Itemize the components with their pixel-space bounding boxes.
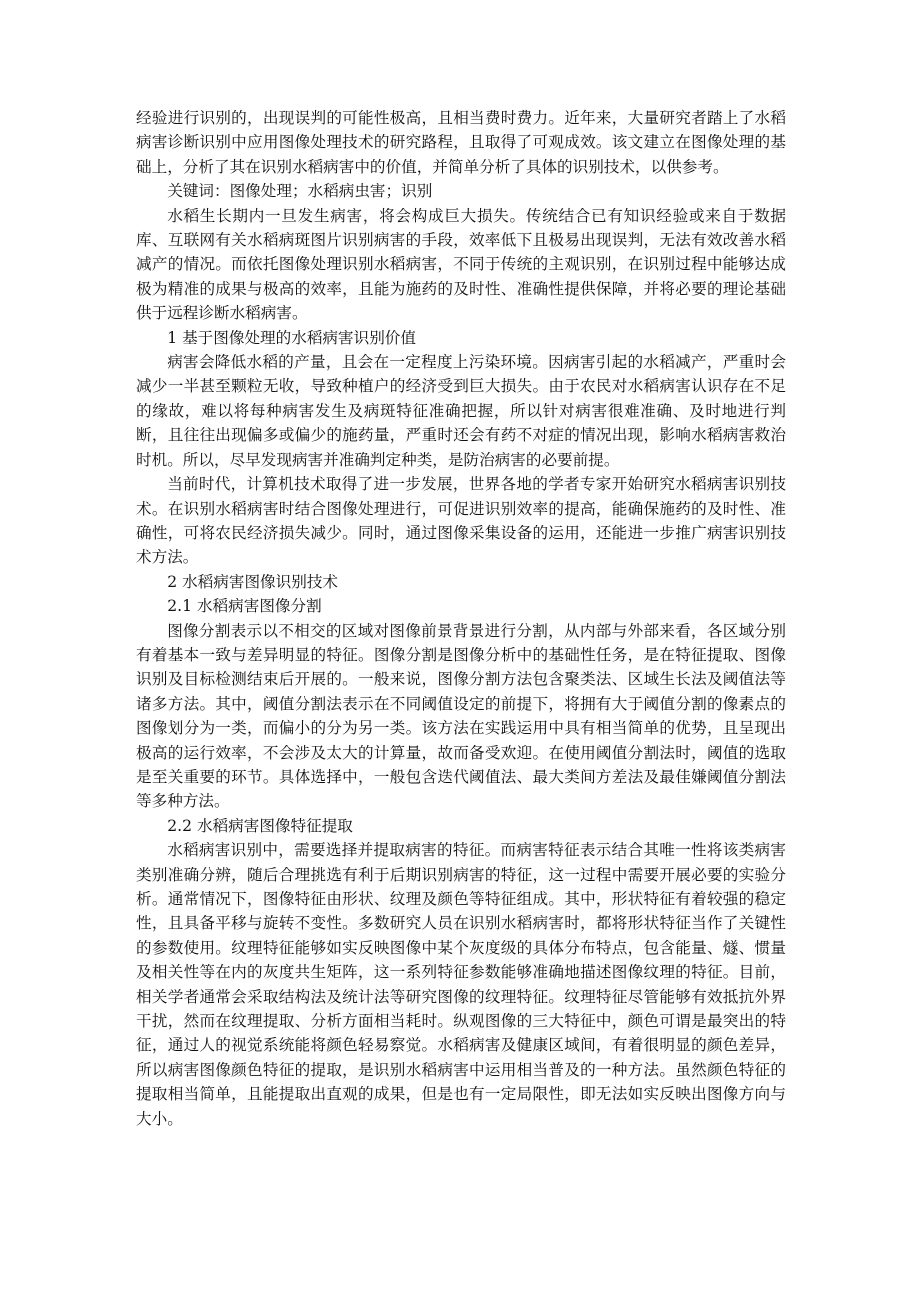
intro-paragraph: 经验进行识别的，出现误判的可能性极高，且相当费时费力。近年来，大量研究者踏上了水稻病害诊断识别中应用图像处理技术的研究路程，且取得了可观成效。该文建立在图像处理的基础上，分析了其在识别水稻病害中的价值，并简单分析了具体的识别技术，以供参考。 (136, 109, 786, 176)
document-page (136, 106, 786, 1131)
keywords-line: 关键词：图像处理；水稻病虫害；识别 (167, 182, 433, 201)
body-paragraph: 当前时代，计算机技术取得了进一步发展，世界各地的学者专家开始研究水稻病害识别技术。在识别水稻病害时结合图像处理进行，可促进识别效率的提高，能确保施药的及时性、准确性，可将农民经济损失减少。同时，通过图像采集设备的运用，还能进一步推广病害识别技术方法。 (136, 475, 786, 567)
body-paragraph: 病害会降低水稻的产量，且会在一定程度上污染环境。因病害引起的水稻减产，严重时会减少一半甚至颗粒无收，导致种植户的经济受到巨大损失。由于农民对水稻病害认识存在不足的缘故，难以将每种病害发生及病斑特征准确把握，所以针对病害很难准确、及时地进行判断，且往往出现偏多或偏少的施药量，严重时还会有药不对症的情况出现，影响水稻病害救治时机。所以，尽早发现病害并准确判定种类，是防治病害的必要前提。 (136, 353, 786, 469)
body-paragraph: 水稻生长期内一旦发生病害，将会构成巨大损失。传统结合已有知识经验或来自于数据库、互联网有关水稻病斑图片识别病害的手段，效率低下且极易出现误判，无法有效改善水稻减产的情况。而依托图像处理识别水稻病害，不同于传统的主观识别，在识别过程中能够达成极为精准的成果与极高的效率，且能为施药的及时性、准确性提供保障，并将必要的理论基础供于远程诊断水稻病害。 (136, 206, 786, 323)
section-heading-1: 1 基于图像处理的水稻病害识别价值 (167, 328, 416, 347)
subsection-heading-2-1: 2.1 水稻病害图像分割 (167, 597, 322, 616)
body-paragraph: 水稻病害识别中，需要选择并提取病害的特征。而病害特征表示结合其唯一性将该类病害类别准确分辨，随后合理挑选有利于后期识别病害的特征，这一过程中需要开展必要的实验分析。通常情况下，图像特征由形状、纹理及颜色等特征组成。其中，形状特征有着较强的稳定性，且具备平移与旋转不变性。多数研究人员在识别水稻病害时，都将形状特征当作了关键性的参数使用。纹理特征能够如实反映图像中某个灰度级的具体分布特点，包含能量、燧、惯量及相关性等在内的灰度共生矩阵，这一系列特征参数能够准确地描述图像纹理的特征。目前，相关学者通常会采取结构法及统计法等研究图像的纹理特征。纹理特征尽管能够有效抵抗外界干扰，然而在纹理提取、分析方面相当耗时。纵观图像的三大特征中，颜色可谓是最突出的特征，通过人的视觉系统能将颜色轻易察觉。水稻病害及健康区域间，有着很明显的颜色差异，所以病害图像颜色特征的提取，是识别水稻病害中运用相当普及的一种方法。虽然颜色特征的提取相当简单，且能提取出直观的成果，但是也有一定局限性，即无法如实反映出图像方向与大小。 (136, 841, 786, 1128)
subsection-heading-2-2: 2.2 水稻病害图像特征提取 (167, 816, 353, 835)
section-heading-2: 2 水稻病害图像识别技术 (167, 572, 339, 591)
body-paragraph: 图像分割表示以不相交的区域对图像前景背景进行分割，从内部与外部来看，各区域分别有着基本一致与差异明显的特征。图像分割是图像分析中的基础性任务，是在特征提取、图像识别及目标检测结束后开展的。一般来说，图像分割方法包含聚类法、区域生长法及阈值法等诸多方法。其中，阈值分割法表示在不同阈值设定的前提下，将拥有大于阈值分割的像素点的图像划分为一类，而偏小的分为另一类。该方法在实践运用中具有相当简单的优势，且呈现出极高的运行效率，不会涉及太大的计算量，故而备受欢迎。在使用阈值分割法时，阈值的选取是至关重要的环节。具体选择中，一般包含迭代阈值法、最大类间方差法及最佳嫌阈值分割法等多种方法。 (136, 621, 786, 811)
